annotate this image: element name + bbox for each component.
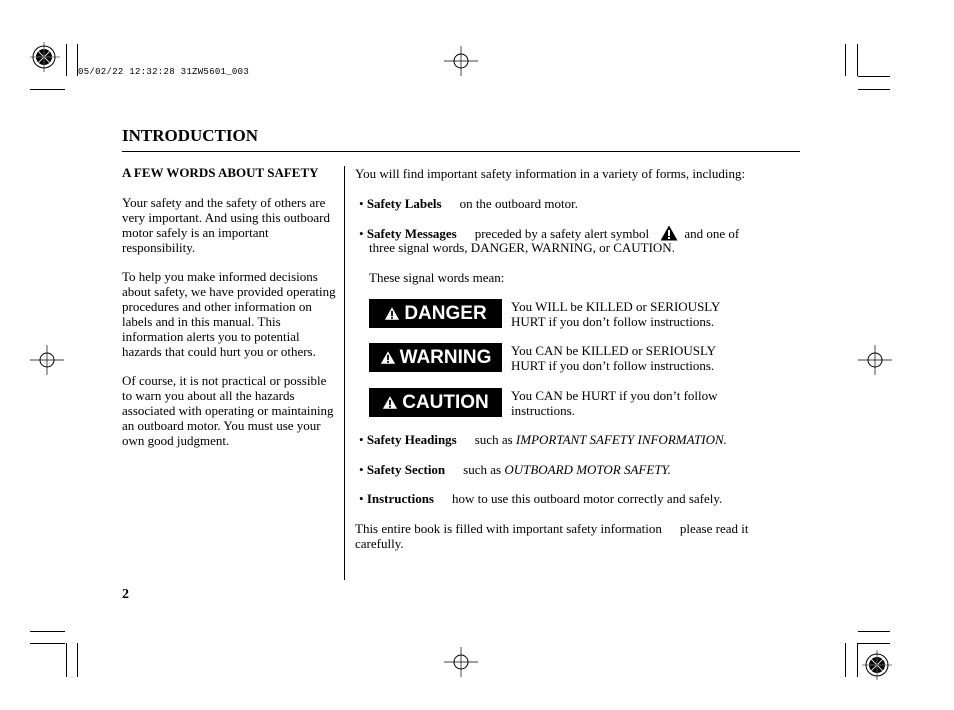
safety-headings-example: IMPORTANT SAFETY INFORMATION. [515, 432, 727, 447]
paragraph-own-judgment: Of course, it is not practical or possible to warn you about all the hazards associated with operating or maintaining an outboard motor. You must use your own good judgment. [122, 373, 334, 448]
column-divider [344, 166, 345, 580]
intro-text: You will find important safety information in a variety of forms, including: [355, 166, 746, 181]
closing-line1 [355, 521, 748, 536]
closing-text-a: This entire book is filled with important safety information [355, 521, 662, 536]
safety-alert-symbol-icon [660, 225, 678, 241]
bullet: • [359, 491, 367, 506]
safety-alert-symbol-icon [382, 395, 398, 410]
list-item-safety-messages [359, 225, 739, 241]
paragraph-informed-decisions: To help you make informed decisions about safety, we have provided operating procedures and other information on labels and in this manual. This information alerts you to potential hazards that could hurt you or others. [122, 269, 336, 359]
bullet: • [359, 226, 367, 241]
danger-description [511, 299, 751, 329]
list-item-instructions [359, 491, 722, 506]
bullet: • [359, 432, 367, 447]
registration-starburst-icon [30, 42, 60, 72]
caution-description [511, 388, 751, 418]
caution-description-line2: instructions. [511, 403, 575, 418]
caution-description-line1: You CAN be HURT if you don’t follow [511, 388, 718, 403]
safety-labels-text: on the outboard motor. [459, 196, 578, 211]
safety-messages-text-after: and one of [684, 226, 740, 241]
warning-description [511, 343, 751, 373]
print-timestamp: 05/02/22 12:32:28 31ZW5601_003 [78, 67, 250, 77]
registration-starburst-icon [862, 650, 892, 680]
term-safety-section: Safety Section [366, 462, 446, 477]
term-safety-headings: Safety Headings [366, 432, 457, 447]
term-safety-messages: Safety Messages [366, 226, 457, 241]
section-title: INTRODUCTION [122, 126, 259, 145]
safety-subheading: A FEW WORDS ABOUT SAFETY [122, 165, 319, 180]
list-item-safety-section [359, 462, 671, 477]
instructions-text: how to use this outboard motor correctly and safely. [452, 491, 723, 506]
caution-word: CAUTION [402, 392, 489, 413]
warning-word: WARNING [399, 347, 492, 368]
safety-section-prefix: such as [463, 462, 502, 477]
warning-signal-label [369, 343, 502, 372]
header-rule [122, 151, 800, 152]
registration-crosshair-icon [30, 345, 64, 375]
danger-description-line2: HURT if you don’t follow instructions. [511, 314, 715, 329]
safety-section-example: OUTBOARD MOTOR SAFETY. [504, 462, 671, 477]
danger-word: DANGER [404, 303, 487, 324]
paragraph-safety-importance: Your safety and the safety of others are very important. And using this outboard motor safely is an important responsibility. [122, 195, 330, 255]
list-item-safety-labels [359, 196, 578, 211]
registration-crosshair-icon [858, 345, 892, 375]
left-column [122, 165, 337, 462]
closing-text-b: please read it [679, 521, 749, 536]
danger-signal-label [369, 299, 502, 328]
bullet: • [359, 462, 367, 477]
warning-description-line2: HURT if you don’t follow instructions. [511, 358, 715, 373]
term-instructions: Instructions [366, 491, 434, 506]
signal-words-intro: These signal words mean: [369, 270, 505, 285]
registration-crosshair-icon [444, 647, 478, 677]
warning-description-line1: You CAN be KILLED or SERIOUSLY [511, 343, 717, 358]
danger-description-line1: You WILL be KILLED or SERIOUSLY [511, 299, 721, 314]
safety-alert-symbol-icon [380, 350, 396, 365]
registration-crosshair-icon [444, 46, 478, 76]
term-safety-labels: Safety Labels [366, 196, 442, 211]
closing-line2: carefully. [355, 536, 404, 551]
page-number: 2 [122, 587, 129, 602]
safety-headings-prefix: such as [474, 432, 513, 447]
safety-alert-symbol-icon [384, 306, 400, 321]
caution-signal-label [369, 388, 502, 417]
list-item-safety-headings [359, 432, 727, 447]
safety-messages-line2: three signal words, DANGER, WARNING, or CAUTION. [369, 240, 675, 255]
bullet: • [359, 196, 367, 211]
safety-messages-text: preceded by a safety alert symbol [474, 226, 650, 241]
